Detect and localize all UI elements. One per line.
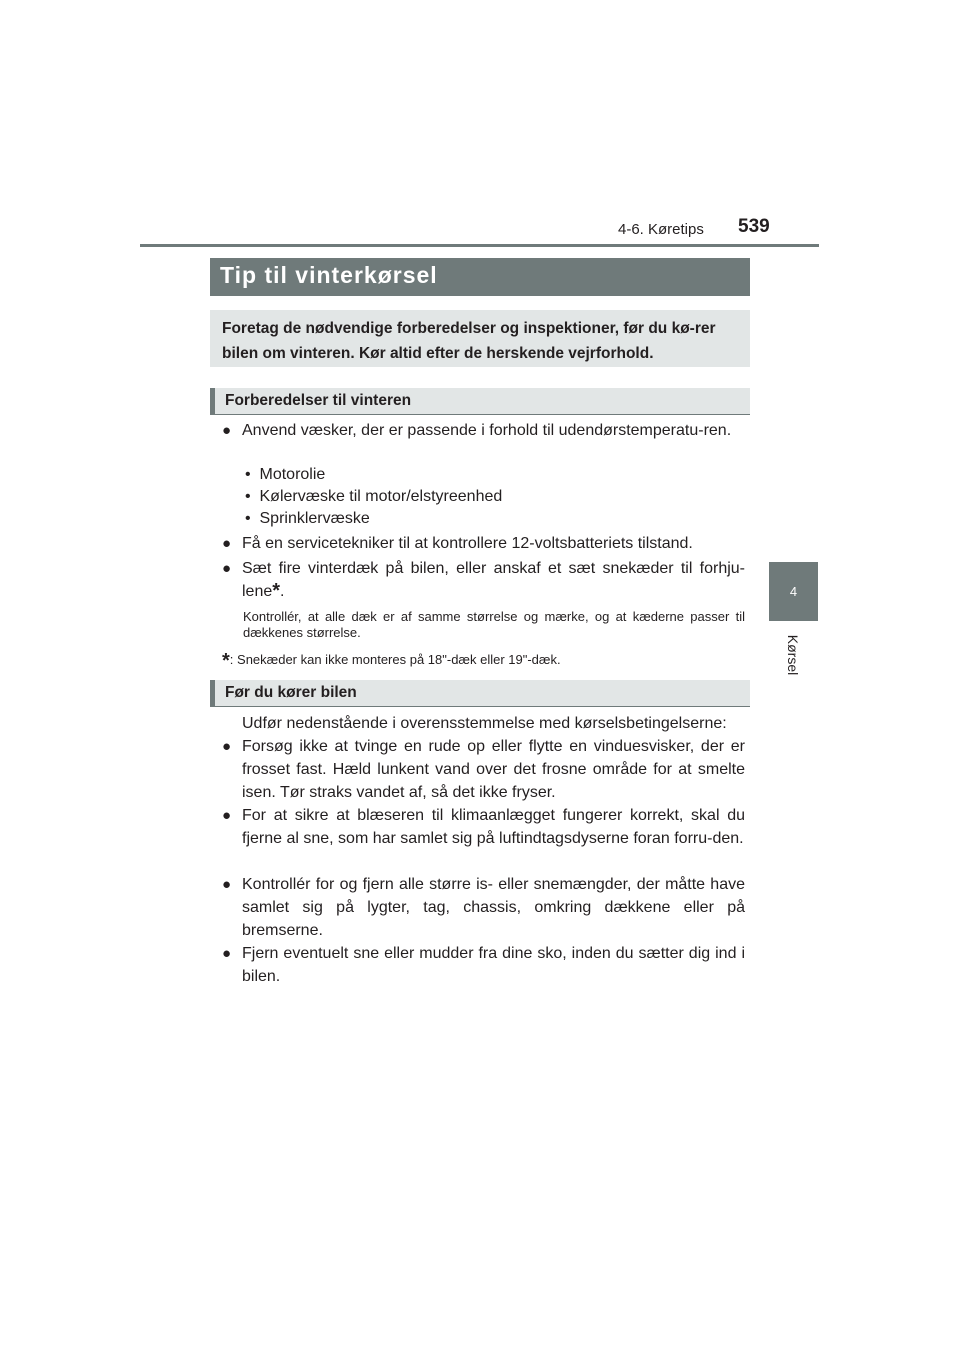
tire-note: Kontrollér, at alle dæk er af samme størrelse og mærke, og at kæderne passer til dækkenes størrelse.: [243, 609, 745, 640]
list-item: • Motorolie: [245, 466, 326, 483]
bullet-icon: ●: [222, 560, 232, 577]
section-header-preparations: [210, 388, 750, 415]
section-accent: [210, 680, 215, 707]
bullet-tires: [222, 557, 745, 603]
footnote-marker: *: [222, 650, 230, 672]
bullet-icon: ●: [222, 535, 232, 552]
header-rule: [140, 244, 819, 247]
bullet-text: Fjern eventuelt sne eller mudder fra dine sko, inden du sætter dig ind i bilen.: [242, 945, 745, 985]
bullet-text: Anvend væsker, der er passende i forhold til udendørstemperatu-ren.: [242, 422, 732, 439]
page-number: 539: [738, 216, 770, 237]
footnote: [222, 650, 561, 673]
bullet-battery: [222, 532, 745, 555]
bullet-icon: ●: [222, 876, 232, 893]
lead-text: Udfør nedenstående i overensstemmelse med kørselsbetingelserne:: [242, 715, 727, 732]
section-reference: 4-6. Køretips: [618, 221, 704, 238]
bullet-icon: ●: [222, 807, 232, 824]
bullet-text-end: .: [280, 583, 285, 600]
bullet-text: For at sikre at blæseren til klimaanlægget fungerer korrekt, skal du fjerne al sne, som har samlet sig på luftindtagsdyserne foran forru-den.: [242, 807, 745, 847]
list-item: • Sprinklervæske: [245, 510, 370, 527]
section-heading: Forberedelser til vinteren: [225, 392, 412, 409]
bullet-icon: ●: [222, 738, 232, 755]
chapter-title: Kørsel: [785, 634, 801, 676]
bullet-ice-snow: [222, 873, 745, 942]
section-accent: [210, 388, 215, 415]
bullet-icon: ●: [222, 945, 232, 962]
bullet-frozen-window: [222, 735, 745, 804]
chapter-number: 4: [789, 584, 798, 599]
bullet-shoes: [222, 942, 745, 988]
fluid-item: Kølervæske til motor/elstyreenhed: [259, 488, 503, 505]
section-heading: Før du kører bilen: [225, 684, 357, 701]
bullet-text: Få en servicetekniker til at kontrollere 12-voltsbatteriets tilstand.: [242, 535, 693, 552]
section-header-before-driving: [210, 680, 750, 707]
intro-text: Foretag de nødvendige forberedelser og inspektioner, før du kø-rer bilen om vinteren. Kør altid efter de herskende vejrforhold.: [222, 320, 716, 362]
bullet-text: Kontrollér for og fjern alle større is- eller snemængder, der måtte have samlet sig på lygter, tag, chassis, omkring dækkene eller på bremserne.: [242, 876, 745, 939]
bullet-text: Sæt fire vinterdæk på bilen, eller anskaf et sæt snekæder til forhju-lene: [242, 560, 745, 600]
bullet-icon: ●: [222, 422, 232, 439]
page-title: Tip til vinterkørsel: [220, 262, 438, 288]
bullet-text: Forsøg ikke at tvinge en rude op eller flytte en vinduesvisker, der er frosset fast. Hæld lunkent vand over det frosne område for at smelte isen. Tør straks vandet af, så det ikke fryser.: [242, 738, 745, 801]
bullet-air-intake: [222, 804, 745, 850]
list-item: • Kølervæske til motor/elstyreenhed: [245, 488, 503, 505]
fluid-item: Sprinklervæske: [259, 510, 370, 527]
intro-box: [210, 310, 750, 367]
chapter-tab: [769, 562, 818, 621]
footnote-text: : Snekæder kan ikke monteres på 18"-dæk eller 19"-dæk.: [229, 652, 561, 667]
fluid-item: Motorolie: [259, 466, 326, 483]
footnote-marker: *: [272, 580, 281, 602]
title-bar: [210, 258, 750, 296]
bullet-fluids: [222, 419, 745, 442]
chapter-title-vertical: [781, 629, 805, 681]
